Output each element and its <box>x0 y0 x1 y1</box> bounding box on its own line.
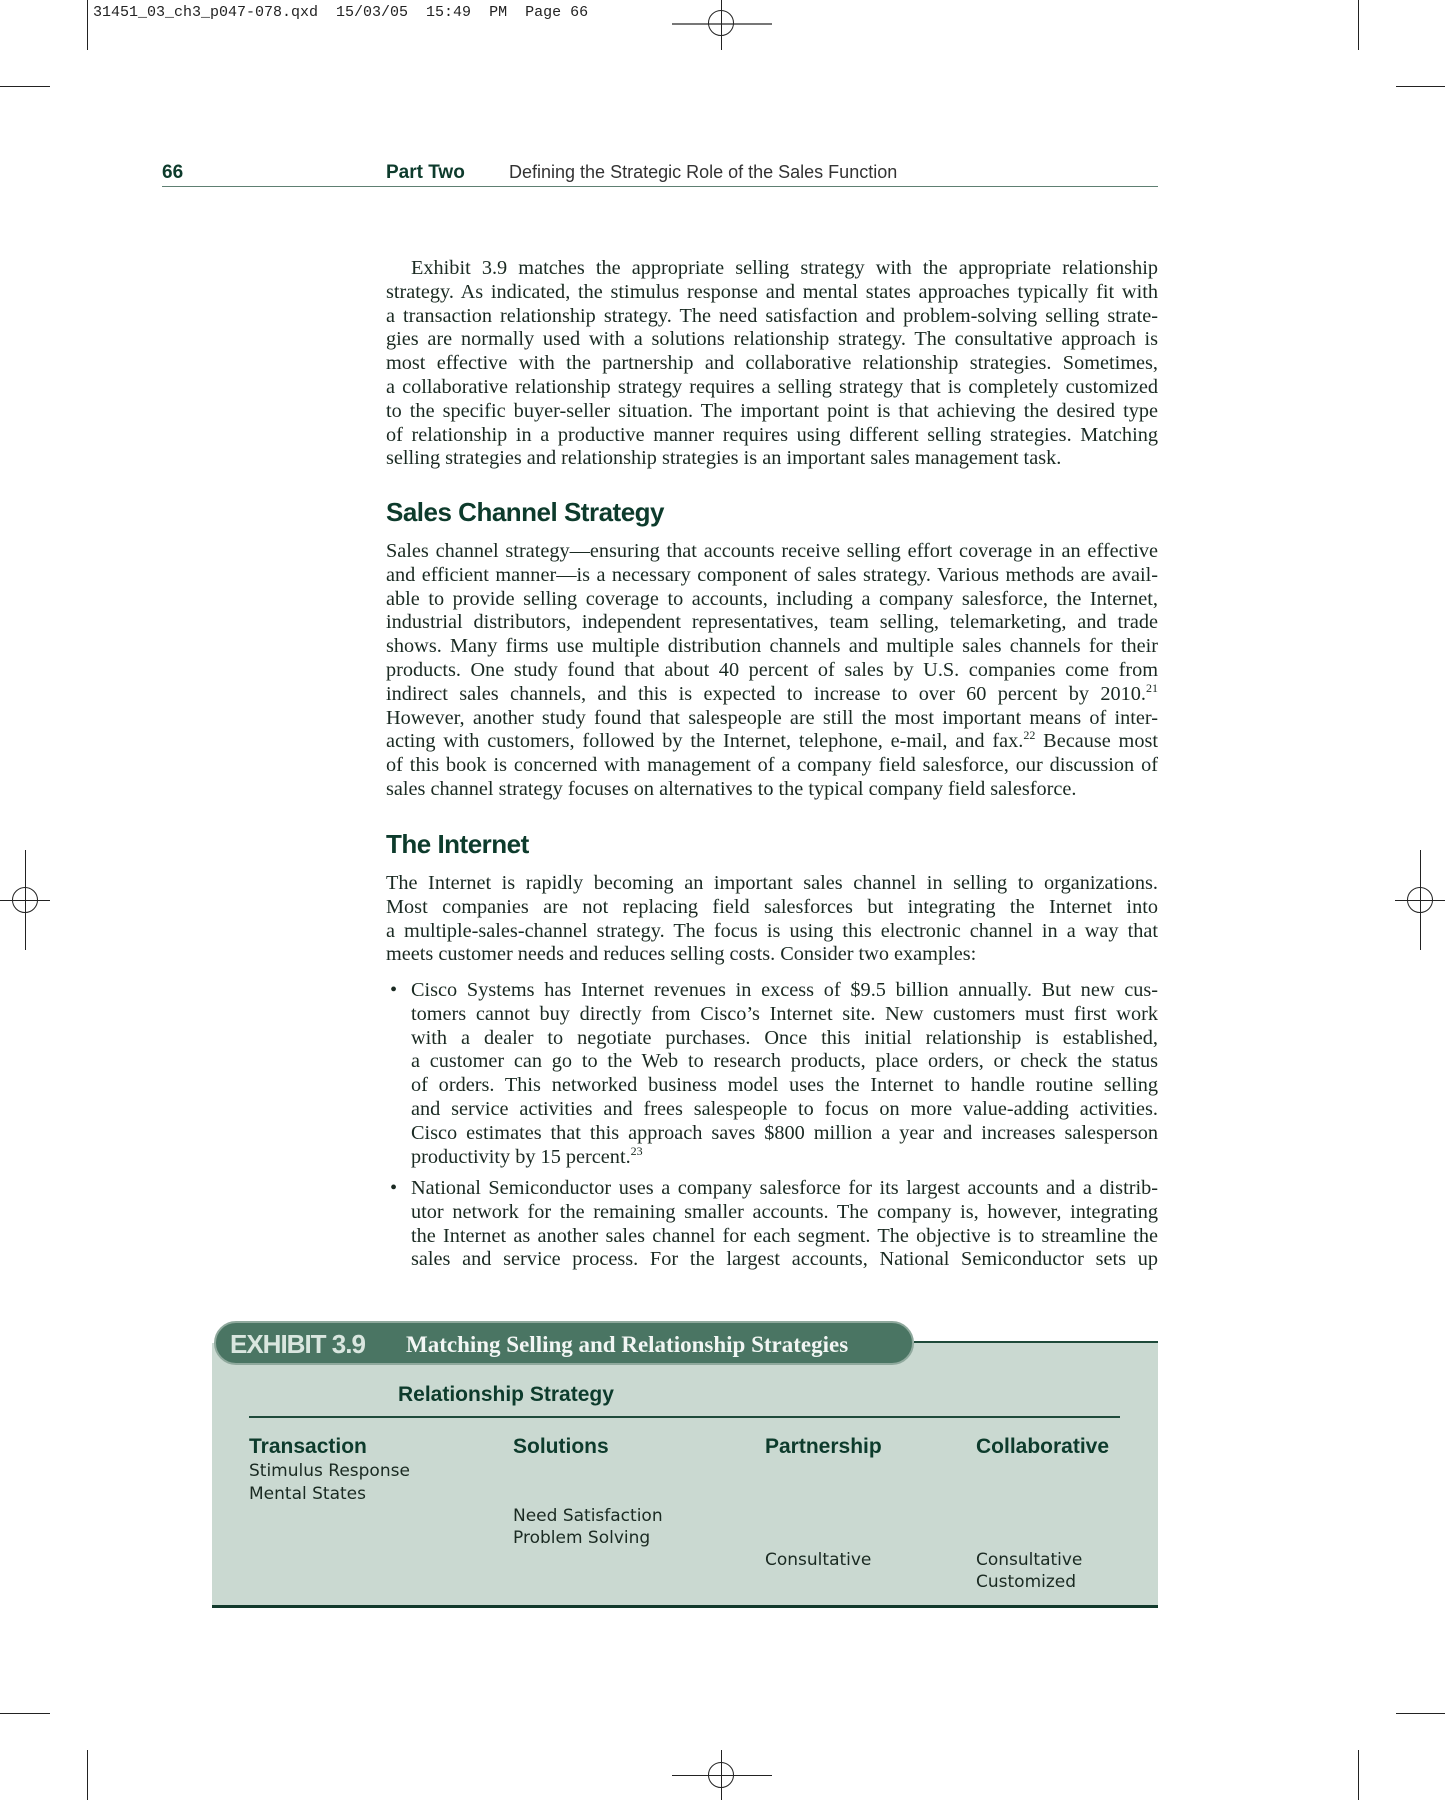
text-line: able to provide selling coverage to accounts, including a company salesforce, the Internet, <box>386 587 1158 610</box>
text-line <box>386 376 1158 400</box>
crop-mark <box>1358 1750 1359 1800</box>
text-line <box>411 1225 1158 1249</box>
footnote-ref: 21 <box>1146 681 1158 696</box>
exhibit-title: Matching Selling and Relationship Strategies <box>406 1332 849 1357</box>
text-fragment: selling strategies and relationship strategies is an important sales management task. <box>386 447 1062 470</box>
text-fragment: a collaborative relationship strategy requires a selling strategy that is completely customized <box>386 375 1158 398</box>
exhibit-title-tab <box>214 1321 914 1365</box>
crop-mark <box>1358 0 1359 50</box>
text-line <box>386 424 1158 448</box>
registration-mark <box>708 1762 734 1788</box>
text-line <box>411 1122 1158 1146</box>
header-rule <box>162 186 1158 187</box>
text-line: sales channel strategy focuses on alternatives to the typical company field salesforce. <box>386 777 1077 800</box>
text-fragment: sales and service process. For the largest accounts, National Semiconductor sets up <box>411 1248 1158 1271</box>
text-fragment: acting with customers, followed by the Internet, telephone, e-mail, and fax. <box>386 730 1024 753</box>
text-line <box>411 979 1158 1003</box>
text-fragment: to the specific buyer-seller situation. The important point is that achieving the desired type <box>386 399 1158 422</box>
exhibit-top-rule <box>914 1341 1158 1343</box>
crop-mark <box>0 1713 50 1714</box>
column-header-transaction: Transaction <box>249 1435 367 1458</box>
exhibit-subtitle-rule <box>249 1416 1120 1418</box>
text-line: products. One study found that about 40 percent of sales by U.S. companies come from <box>386 658 1158 681</box>
text-line: Sales channel strategy—ensuring that accounts receive selling effort coverage in an effective <box>386 540 1158 562</box>
text-fragment: Cisco Systems has Internet revenues in excess of $9.5 billion annually. But new cus- <box>411 979 1158 1001</box>
registration-mark <box>708 10 734 36</box>
footnote-ref: 22 <box>1023 728 1036 743</box>
selling-strategy-cell: Problem Solving <box>513 1528 651 1548</box>
text-line <box>411 1050 1158 1074</box>
text-line <box>411 1143 1158 1170</box>
text-fragment: The Internet is rapidly becoming an important sales channel in selling to organizations. <box>386 872 1158 894</box>
text-line: of this book is concerned with management of a company field salesforce, our discussion of <box>386 754 1158 777</box>
text-line <box>386 257 1158 281</box>
footnote-ref: 23 <box>630 1143 643 1158</box>
part-label: Part Two <box>386 162 465 183</box>
exhibit-number: EXHIBIT 3.9 <box>230 1329 365 1359</box>
text-fragment: Because most <box>1035 730 1158 753</box>
column-header-partnership: Partnership <box>765 1435 882 1458</box>
text-line: shows. Many firms use multiple distribution channels and multiple sales channels for their <box>386 635 1158 658</box>
text-fragment: Exhibit 3.9 matches the appropriate selling strategy with the appropriate relationship <box>411 257 1158 279</box>
text-fragment: and service activities and frees salespeople to focus on more value-adding activities. <box>411 1097 1158 1120</box>
text-fragment: indirect sales channels, and this is expected to increase to over 60 percent by 2010. <box>386 682 1146 705</box>
column-header-solutions: Solutions <box>513 1435 609 1458</box>
text-fragment: Cisco estimates that this approach saves $800 million a year and increases salesperson <box>411 1121 1158 1144</box>
text-line <box>411 1074 1158 1098</box>
text-line <box>386 400 1158 424</box>
text-line <box>386 943 1158 967</box>
bullet-item-cisco <box>386 979 1158 1169</box>
text-line <box>411 1248 1158 1272</box>
crop-mark <box>1396 86 1445 87</box>
text-fragment: most effective with the partnership and collaborative relationship strategies. Sometimes, <box>386 352 1158 375</box>
text-line <box>386 352 1158 376</box>
text-line <box>386 328 1158 352</box>
crop-mark <box>1396 1713 1445 1714</box>
crop-mark <box>87 0 88 50</box>
print-slug: 31451_03_ch3_p047-078.qxd 15/03/05 15:49 PM Page 66 <box>93 4 589 21</box>
text-fragment: of relationship in a productive manner requires using different selling strategies. Matching <box>386 423 1158 446</box>
section-heading-sales-channel: Sales Channel Strategy <box>386 497 664 527</box>
text-fragment: National Semiconductor uses a company salesforce for its largest accounts and a distrib- <box>411 1177 1158 1199</box>
text-fragment: productivity by 15 percent. <box>411 1145 631 1168</box>
bullet-text <box>411 979 1158 1169</box>
text-line <box>386 920 1158 944</box>
exhibit-subtitle: Relationship Strategy <box>398 1383 614 1406</box>
text-fragment: gies are normally used with a solutions relationship strategy. The consultative approach is <box>386 328 1158 351</box>
text-line <box>386 683 1158 707</box>
page-number: 66 <box>162 162 184 183</box>
text-line <box>411 1177 1158 1201</box>
crop-mark <box>0 86 50 87</box>
text-fragment: tomers cannot buy directly from Cisco’s Internet site. New customers must first work <box>411 1002 1158 1025</box>
text-fragment: strategy. As indicated, the stimulus response and mental states approaches typically fit with <box>386 280 1158 303</box>
text-line: However, another study found that salespeople are still the most important means of inter- <box>386 706 1158 729</box>
bullet-icon: • <box>390 1177 398 1199</box>
selling-strategy-cell: Need Satisfaction <box>513 1506 663 1526</box>
text-fragment: meets customer needs and reduces selling costs. Consider two examples: <box>386 943 977 966</box>
text-fragment: the Internet as another sales channel for each segment. The objective is to streamline the <box>411 1224 1158 1247</box>
text-fragment: a multiple-sales-channel strategy. The focus is using this electronic channel in a way that <box>386 919 1158 942</box>
text-fragment: of orders. This networked business model uses the Internet to handle routine selling <box>411 1074 1158 1097</box>
running-title: Defining the Strategic Role of the Sales Function <box>509 162 898 182</box>
text-line: and efficient manner—is a necessary component of sales strategy. Various methods are avail- <box>386 563 1158 586</box>
registration-mark <box>1407 887 1433 913</box>
text-line: industrial distributors, independent representatives, team selling, telemarketing, and trade <box>386 611 1158 634</box>
selling-strategy-cell: Stimulus Response <box>249 1461 410 1481</box>
text-line <box>411 1003 1158 1027</box>
text-line <box>386 730 1158 754</box>
selling-strategy-cell: Customized <box>976 1572 1077 1592</box>
text-fragment: with a dealer to negotiate purchases. Once this initial relationship is established, <box>411 1026 1158 1049</box>
text-line <box>411 1027 1158 1051</box>
paragraph-internet <box>386 872 1158 967</box>
registration-mark <box>12 887 38 913</box>
paragraph-sales-channel <box>386 540 1158 802</box>
bullet-icon: • <box>390 979 398 1001</box>
crop-mark <box>87 1750 88 1800</box>
text-line <box>386 896 1158 920</box>
text-line <box>386 872 1158 896</box>
text-line <box>411 1098 1158 1122</box>
text-line <box>411 1201 1158 1225</box>
selling-strategy-cell: Consultative <box>976 1550 1083 1570</box>
column-header-collaborative: Collaborative <box>976 1435 1110 1458</box>
selling-strategy-cell: Mental States <box>249 1484 366 1504</box>
paragraph-exhibit-intro <box>386 257 1158 471</box>
text-line <box>386 281 1158 305</box>
text-fragment: a transaction relationship strategy. The need satisfaction and problem-solving selling strate- <box>386 304 1158 327</box>
text-fragment: a customer can go to the Web to research products, place orders, or check the status <box>411 1050 1158 1073</box>
bullet-text <box>411 1177 1158 1272</box>
text-fragment: utor network for the remaining smaller accounts. The company is, however, integrating <box>411 1200 1158 1223</box>
section-heading-internet: The Internet <box>386 829 529 859</box>
bullet-item-national-semiconductor <box>386 1177 1158 1272</box>
text-line <box>386 305 1158 329</box>
text-line <box>386 447 1158 471</box>
text-fragment: Most companies are not replacing field salesforces but integrating the Internet into <box>386 895 1158 918</box>
selling-strategy-cell: Consultative <box>765 1550 872 1570</box>
